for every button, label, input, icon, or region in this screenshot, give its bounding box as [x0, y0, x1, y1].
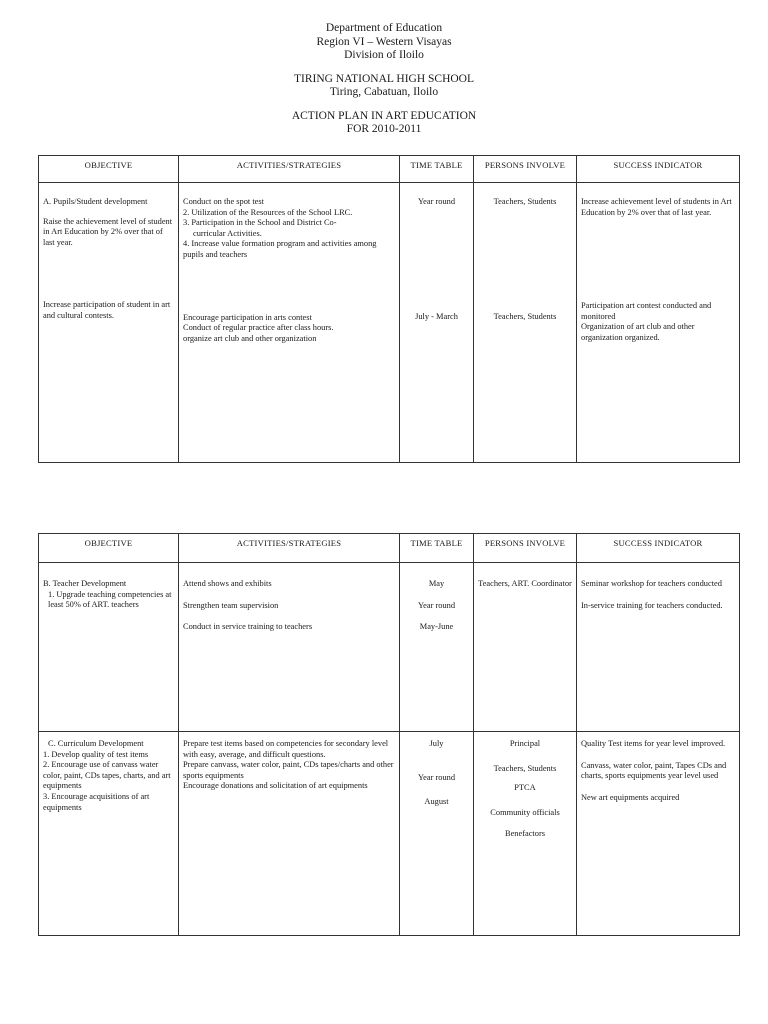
- table-row: [39, 732, 740, 936]
- header-department: Department of Education: [325, 22, 443, 34]
- success-indicator-cell: [577, 183, 740, 463]
- col-header-time-table: TIME TABLE: [400, 156, 474, 183]
- success-indicator-cell: [577, 732, 740, 936]
- objective-cell: [39, 732, 179, 936]
- table-row: [39, 183, 740, 463]
- school-name: TIRING NATIONAL HIGH SCHOOL: [293, 72, 475, 85]
- success-item: In-service training for teachers conducted.: [581, 600, 723, 610]
- col-header-activities: ACTIVITIES/STRATEGIES: [179, 156, 400, 183]
- time-item: May-June: [419, 622, 454, 632]
- persons-item: Principal: [509, 739, 541, 748]
- activity-item: 3. Participation in the School and District Co-: [183, 218, 337, 228]
- col-header-objective: OBJECTIVE: [39, 534, 179, 563]
- activity-item: Conduct on the spot test: [183, 197, 264, 206]
- action-plan-table-1: [38, 155, 740, 463]
- activities-cell: [179, 183, 400, 463]
- plan-year: FOR 2010-2011: [346, 123, 422, 135]
- action-plan-table-2: [38, 533, 740, 936]
- objective-item: 1. Upgrade teaching competencies at least 50% of ART. teachers: [48, 589, 172, 610]
- success-item: Canvass, water color, paint, Tapes CDs and charts, sports equipments year level used: [581, 760, 727, 781]
- time-item: August: [424, 797, 449, 807]
- objective-heading: A. Pupils/Student development: [43, 197, 148, 206]
- persons-item: Community officials: [490, 807, 560, 817]
- col-header-activities: ACTIVITIES/STRATEGIES: [179, 534, 400, 563]
- persons-item: PTCA: [514, 783, 536, 793]
- success-item: Organization of art club and other organization organized.: [581, 322, 695, 342]
- activities-cell: [179, 563, 400, 732]
- time-item: July: [429, 739, 444, 748]
- objective-heading: B. Teacher Development: [43, 579, 127, 588]
- persons-item: Teachers, Students: [493, 197, 557, 206]
- document-header: [0, 22, 768, 137]
- activity-item: Conduct of regular practice after class hours.: [183, 323, 334, 333]
- activity-item: Prepare canvass, water color, paint, CDs tapes/charts and other sports equipments: [183, 760, 394, 780]
- objective-item: 1. Develop quality of test items: [43, 749, 149, 759]
- header-region: Region VI – Western Visayas: [316, 35, 452, 48]
- persons-cell: [474, 732, 577, 936]
- col-header-success: SUCCESS INDICATOR: [577, 534, 740, 563]
- persons-item: Benefactors: [505, 829, 545, 839]
- col-header-success: SUCCESS INDICATOR: [577, 156, 740, 183]
- activity-item: Strengthen team supervision: [183, 600, 279, 610]
- success-item: New art equipments acquired: [581, 792, 680, 802]
- activity-item: organize art club and other organization: [183, 333, 317, 343]
- time-table-cell: [400, 563, 474, 732]
- success-item: Participation art contest conducted and monitored: [581, 301, 712, 321]
- success-item: Quality Test items for year level improved.: [581, 739, 726, 748]
- table-row: [39, 563, 740, 732]
- time-table-cell: [400, 732, 474, 936]
- persons-cell: [474, 563, 577, 732]
- objective-cell: [39, 183, 179, 463]
- success-indicator-cell: [577, 563, 740, 732]
- time-item: Year round: [417, 600, 456, 610]
- persons-item: Teachers, Students: [493, 311, 557, 321]
- activity-item: Encourage participation in arts contest: [183, 312, 312, 322]
- time-item: July - March: [415, 311, 458, 321]
- objective-item: Raise the achievement level of student in Art Education by 2% over that of last year.: [43, 216, 173, 247]
- col-header-persons: PERSONS INVOLVE: [474, 156, 577, 183]
- school-address: Tiring, Cabatuan, Iloilo: [329, 86, 439, 98]
- persons-cell: [474, 183, 577, 463]
- time-item: Year round: [417, 772, 456, 782]
- header-division: Division of Iloilo: [344, 49, 424, 61]
- activity-item: Prepare test items based on competencies for secondary level with easy, average, and difficult questions.: [183, 739, 389, 759]
- activities-cell: [179, 732, 400, 936]
- objective-heading: C. Curriculum Development: [48, 739, 144, 748]
- objective-cell: [39, 563, 179, 732]
- col-header-persons: PERSONS INVOLVE: [474, 534, 577, 563]
- time-table-cell: [400, 183, 474, 463]
- objective-item: 3. Encourage acquisitions of art equipments: [43, 791, 150, 812]
- success-item: Increase achievement level of students in Art Education by 2% over that of last year.: [581, 197, 732, 217]
- col-header-time-table: TIME TABLE: [400, 534, 474, 563]
- activity-item: 4. Increase value formation program and activities among pupils and teachers: [183, 239, 377, 259]
- activity-item: Encourage donations and solicitation of art equipments: [183, 781, 368, 791]
- activity-item: Conduct in service training to teachers: [183, 622, 313, 632]
- activity-item: curricular Activities.: [193, 228, 262, 238]
- col-header-objective: OBJECTIVE: [39, 156, 179, 183]
- objective-item: 2. Encourage use of canvass water color, paint, CDs tapes, charts, and art equipments: [43, 760, 171, 791]
- time-item: Year round: [417, 197, 456, 206]
- time-item: May: [428, 579, 445, 588]
- persons-item: Teachers, Students: [493, 763, 557, 773]
- plan-title: ACTION PLAN IN ART EDUCATION: [291, 109, 477, 122]
- activity-item: 2. Utilization of the Resources of the School LRC.: [183, 207, 353, 217]
- activity-item: Attend shows and exhibits: [183, 579, 272, 588]
- persons-item: Teachers, ART. Coordinator: [478, 579, 572, 588]
- objective-item: Increase participation of student in art and cultural contests.: [43, 300, 171, 320]
- success-item: Seminar workshop for teachers conducted: [581, 579, 722, 588]
